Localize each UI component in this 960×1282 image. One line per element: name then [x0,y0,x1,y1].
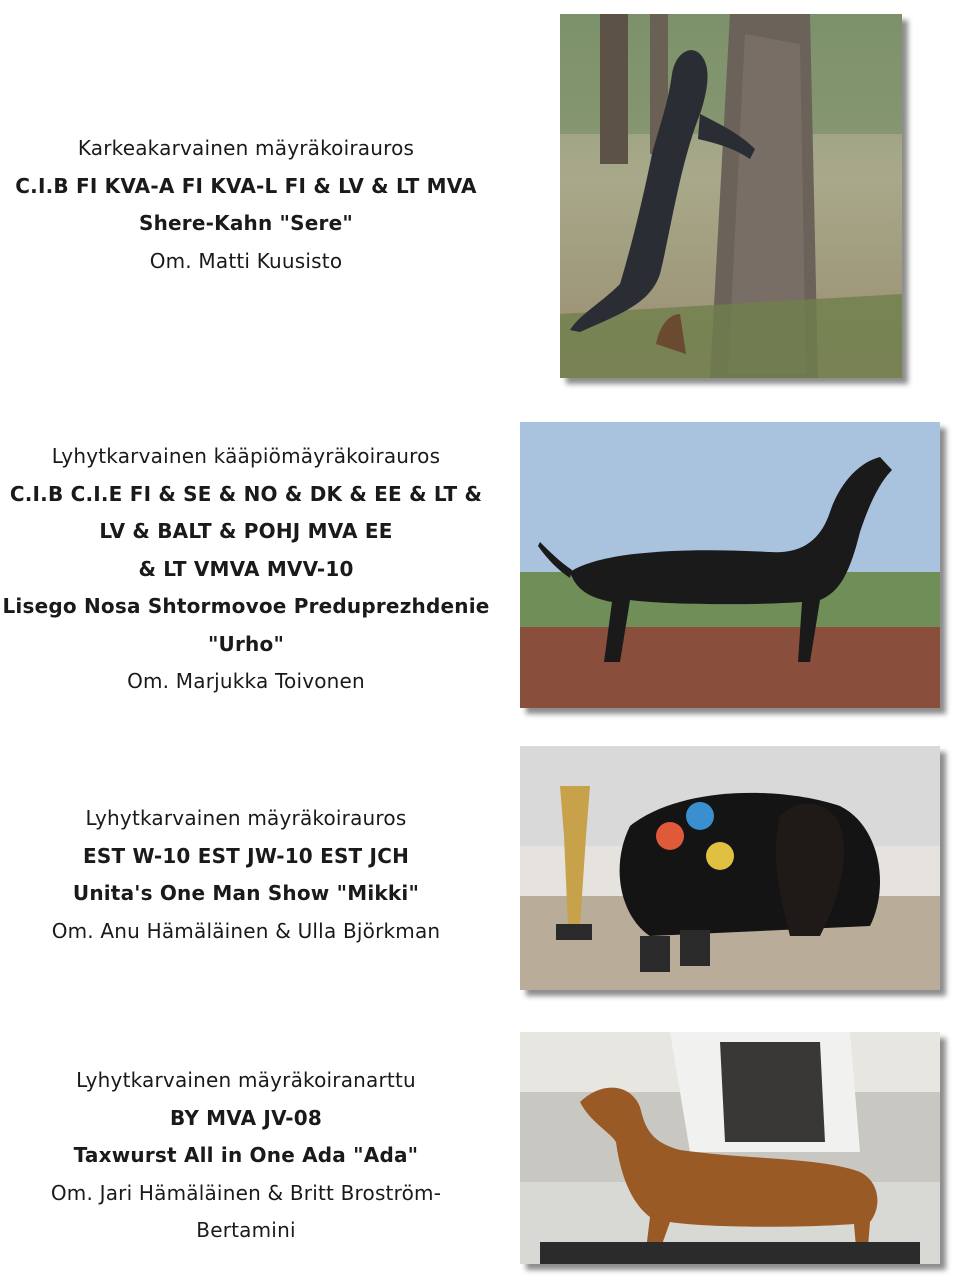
titles-line: & LT VMVA MVV-10 [138,556,354,581]
titles-line: C.I.B FI KVA-A FI KVA-L FI & LV & LT MVA [15,173,477,198]
red-dachshund-stacked-photo [520,1032,940,1264]
entry-text [0,130,492,280]
dachshund-with-trophies-photo [520,746,940,990]
breed-label: Lyhytkarvainen mäyräkoirauros [85,806,407,830]
entry-text [0,800,492,950]
dog-name: Taxwurst All in One Ada "Ada" [73,1143,419,1167]
dog-call-name: "Urho" [207,631,285,656]
breed-label: Karkeakarvainen mäyräkoirauros [77,136,415,160]
owner-label: Om. Matti Kuusisto [149,248,343,273]
owner-label: Om. Anu Hämäläinen & Ulla Björkman [51,918,441,943]
owner-label-cont: Bertamini [196,1218,296,1242]
entry-text [0,438,492,701]
breed-label: Lyhytkarvainen mäyräkoiranarttu [76,1068,416,1092]
black-dachshund-standing-photo [520,422,940,708]
owner-label: Om. Marjukka Toivonen [127,669,365,693]
breed-label: Lyhytkarvainen kääpiömäyräkoirauros [51,444,441,468]
owner-label: Om. Jari Hämäläinen & Britt Broström- [50,1180,442,1205]
titles-line: EST W-10 EST JW-10 EST JCH [82,843,410,868]
dog-name: Shere-Kahn "Sere" [138,211,353,235]
wirehaired-dachshund-climbing-tree-photo [560,14,902,378]
dog-name: Unita's One Man Show "Mikki" [72,881,420,905]
entry-text [0,1062,492,1250]
titles-line: C.I.B C.I.E FI & SE & NO & DK & EE & LT & [9,481,483,506]
dog-name: Lisego Nosa Shtormovoe Preduprezhdenie [2,594,490,618]
titles-line: LV & BALT & POHJ MVA EE [99,519,393,543]
titles-line: BY MVA JV-08 [169,1105,323,1130]
